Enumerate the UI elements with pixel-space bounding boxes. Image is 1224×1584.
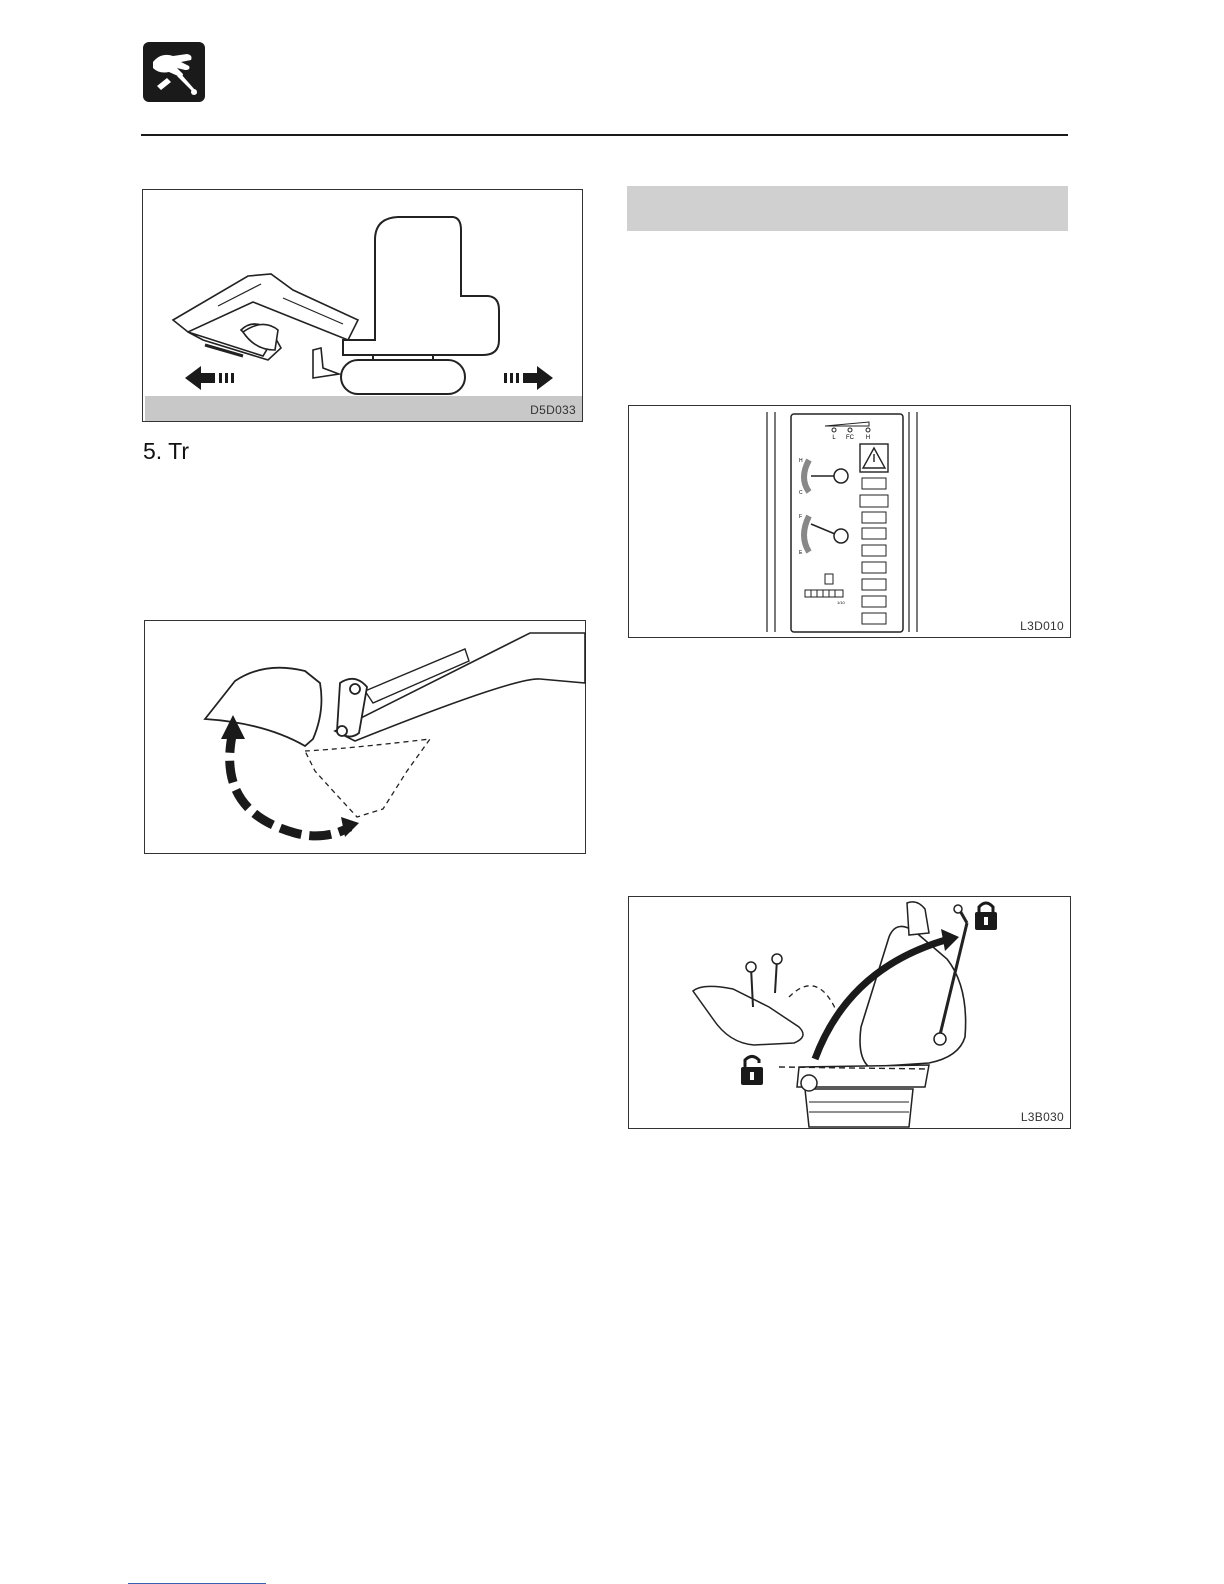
seat-lock-lever-figure xyxy=(628,896,1071,1129)
hour-unit: 1/10 xyxy=(837,600,845,605)
indicator-label: FC xyxy=(846,435,854,441)
bucket-rotation-figure xyxy=(144,620,586,854)
fuel-mark: F xyxy=(799,514,803,520)
step-heading: 5. Tr xyxy=(143,438,190,464)
hand-wrench-icon xyxy=(143,42,205,102)
header-rule xyxy=(141,134,1068,136)
figure-code: D5D033 xyxy=(530,403,576,417)
temp-mark: H xyxy=(799,458,803,464)
indicator-label: L xyxy=(832,435,836,441)
indicator-label: H xyxy=(865,435,871,441)
lock-open-icon xyxy=(741,1057,763,1086)
figure-code: L3D010 xyxy=(1020,619,1064,633)
section-header-bar xyxy=(627,186,1068,231)
excavator-travel-figure xyxy=(142,189,583,422)
fuel-mark: E xyxy=(799,550,803,556)
lock-closed-icon xyxy=(975,903,997,930)
temp-mark: C xyxy=(799,490,803,496)
figure-code: L3B030 xyxy=(1020,1110,1064,1124)
gauge-panel-figure xyxy=(628,405,1071,638)
